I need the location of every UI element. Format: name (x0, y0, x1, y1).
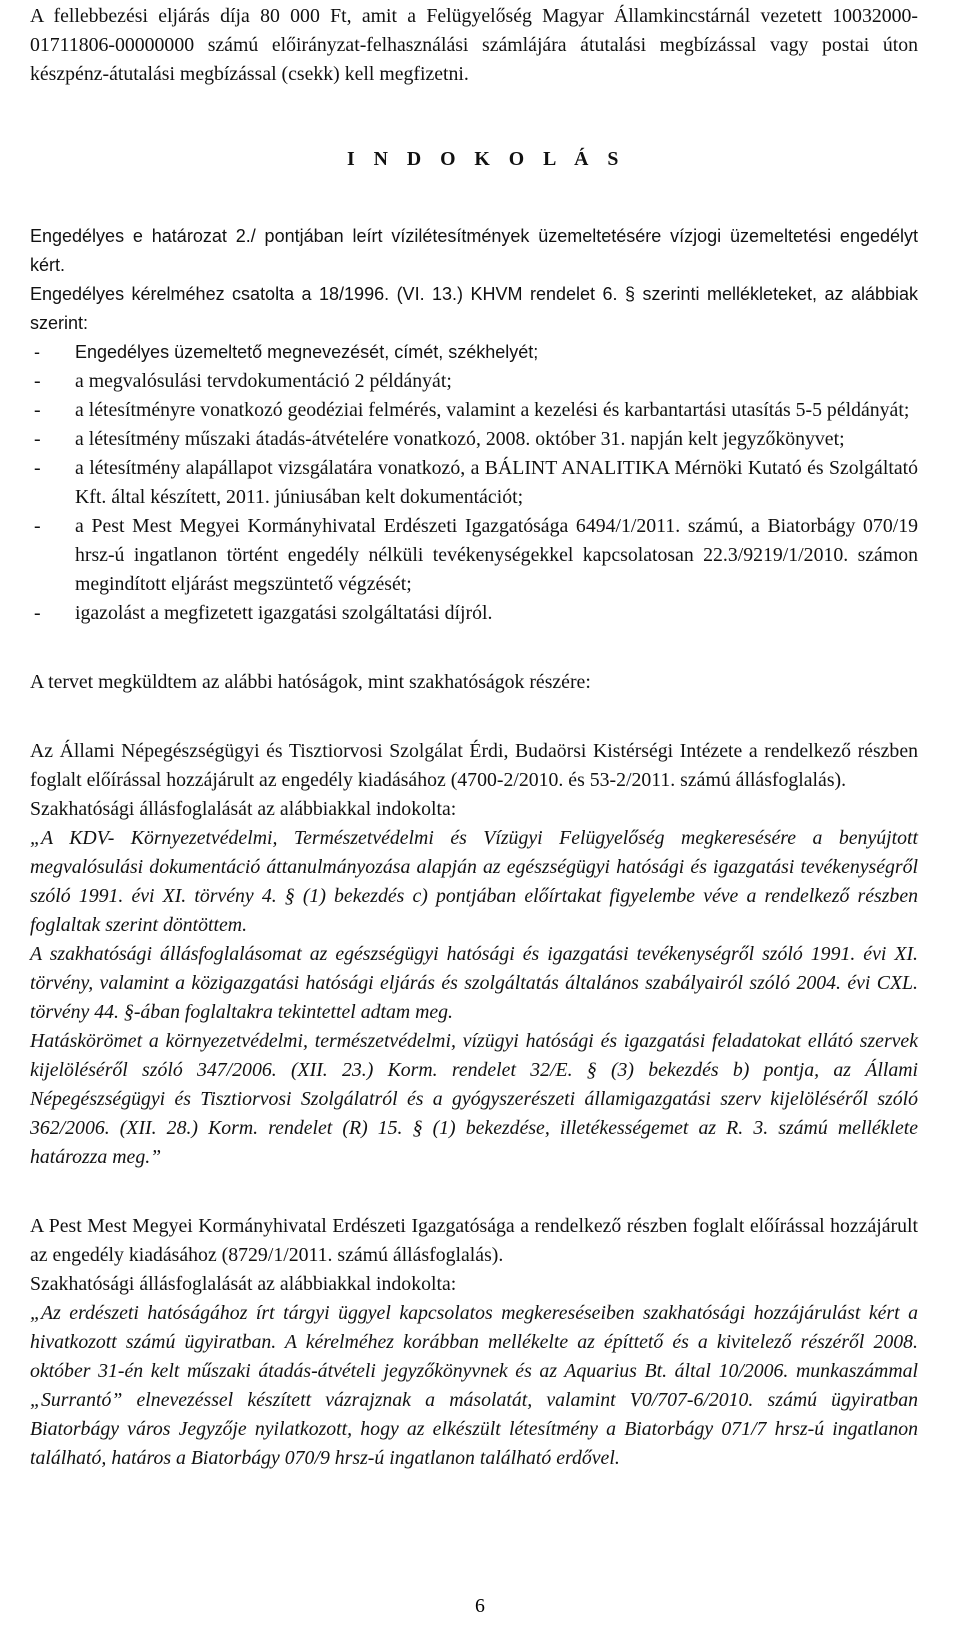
authority1-quote: A szakhatósági állásfoglalásomat az egészségügyi hatósági és igazgatási tevékenységről szóló 1991. évi XI. törvény, valamint a közigazgatási hatósági eljárás és szolgáltatás általános szabályairól szóló 2004. évi CXL. törvény 44. §-ában foglaltakra tekintettel adtam meg. (30, 943, 918, 1023)
authority2-reason-label: Szakhatósági állásfoglalását az alábbiakkal indokolta: (30, 1273, 457, 1295)
list-item: - a Pest Mest Megyei Kormányhivatal Erdészeti Igazgatósága 6494/1/2011. számú, a Biatorbágy 070/19 hrsz-ú ingatlanon történt engedély nélküli tevékenységekkel kapcsolatosan 22.3/9219/1/2010. számon megindított eljárást megszüntető végzését; (30, 512, 918, 599)
authority2-intro: A Pest Mest Megyei Kormányhivatal Erdészeti Igazgatósága a rendelkező részben foglalt előírással hozzájárult az engedély kiadásához (8729/1/2011. számú állásfoglalás). (30, 1215, 918, 1266)
list-item: - a létesítmény műszaki átadás-átvételére vonatkozó, 2008. október 31. napján kelt jegyzőkönyvet; (30, 425, 918, 454)
list-item: - a létesítmény alapállapot vizsgálatára vonatkozó, a BÁLINT ANALITIKA Mérnöki Kutató és Szolgáltató Kft. által készített, 2011. júniusában kelt dokumentációt; (30, 454, 918, 512)
authority1-quote: „A KDV- Környezetvédelmi, Természetvédelmi és Vízügyi Felügyelőség megkeresésére a benyújtott megvalósulási dokumentáció áttanulmányozása alapján az egészségügyi hatósági és igazgatási tevékenységről szóló 1991. évi XI. törvény 4. § (1) bekezdés c) pontjában előírtakat figyelembe véve a rendelkező részben foglaltak szerint döntöttem. (30, 827, 918, 936)
authority1-intro: Az Állami Népegészségügyi és Tisztiorvosi Szolgálat Érdi, Budaörsi Kistérségi Intézete a rendelkező részben foglalt előírással hozzájárult az engedély kiadásához (4700-2/2010. és 53-2/2011. számú állásfoglalás). (30, 740, 918, 791)
page-number: 6 (475, 1595, 485, 1617)
attachments-intro: Engedélyes kérelméhez csatolta a 18/1996. (VI. 13.) KHVM rendelet 6. § szerinti mellékleteket, az alábbiak szerint: (30, 284, 918, 333)
list-item: - a létesítményre vonatkozó geodéziai felmérés, valamint a kezelési és karbantartási utasítás 5-5 példányát; (30, 396, 918, 425)
authority2-quote: „Az erdészeti hatóságához írt tárgyi üggyel kapcsolatos megkereséseiben szakhatósági hozzájárulást kért a hivatkozott számú ügyiratban. A kérelméhez korábban mellékelte az építtető és a kivitelező részéről 2008. október 31-én kelt műszaki átadás-átvételi jegyzőkönyvnek és az Aquarius Bt. által 10/2006. munkaszámmal „Surrantó” elnevezéssel készített vázrajznak a másolatát, valamint V0/707-6/2010. számú ügyiratban Biatorbágy város Jegyzője nyilatkozott, hogy az elkészült létesítmény a Biatorbágy 071/7 hrsz-ú ingatlanon található, határos a Biatorbágy 070/9 hrsz-ú ingatlanon található erdővel. (30, 1302, 918, 1469)
fee-paragraph: A fellebbezési eljárás díja 80 000 Ft, amit a Felügyelőség Magyar Államkincstárnál vezetett 10032000-01711806-00000000 számú előirányzat-felhasználási számlájára átutalási megbízással vagy postai úton készpénz-átutalási megbízással (csekk) kell megfizetni. (30, 5, 918, 85)
attachments-list (30, 338, 918, 628)
list-item: - Engedélyes üzemeltető megnevezését, címét, székhelyét; (30, 338, 918, 367)
section-title: I N D O K O L Á S (347, 148, 626, 170)
authority1-quote: Hatáskörömet a környezetvédelmi, természetvédelmi, vízügyi hatósági és igazgatási feladatokat ellátó szervek kijelöléséről szóló 347/2006. (XII. 23.) Korm. rendelet 32/E. § (3) bekezdés b) pontja, az Állami Népegészségügyi és Tisztiorvosi Szolgálatról és a gyógyszerészeti államigazgatási szerv kijelöléséről szóló 362/2006. (XII. 28.) Korm. rendelet (R) 15. § (1) bekezdése, illetékességemet az R. 3. számú melléklete határozza meg.” (30, 1030, 918, 1168)
list-item: - igazolást a megfizetett igazgatási szolgáltatási díjról. (30, 599, 918, 628)
request-paragraph: Engedélyes e határozat 2./ pontjában leírt vízilétesítmények üzemeltetésére vízjogi üzemeltetési engedélyt kért. (30, 226, 918, 275)
list-item: - a megvalósulási tervdokumentáció 2 példányát; (30, 367, 918, 396)
plan-sent-paragraph: A tervet megküldtem az alábbi hatóságok, mint szakhatóságok részére: (30, 671, 591, 693)
authority1-reason-label: Szakhatósági állásfoglalását az alábbiakkal indokolta: (30, 798, 457, 820)
